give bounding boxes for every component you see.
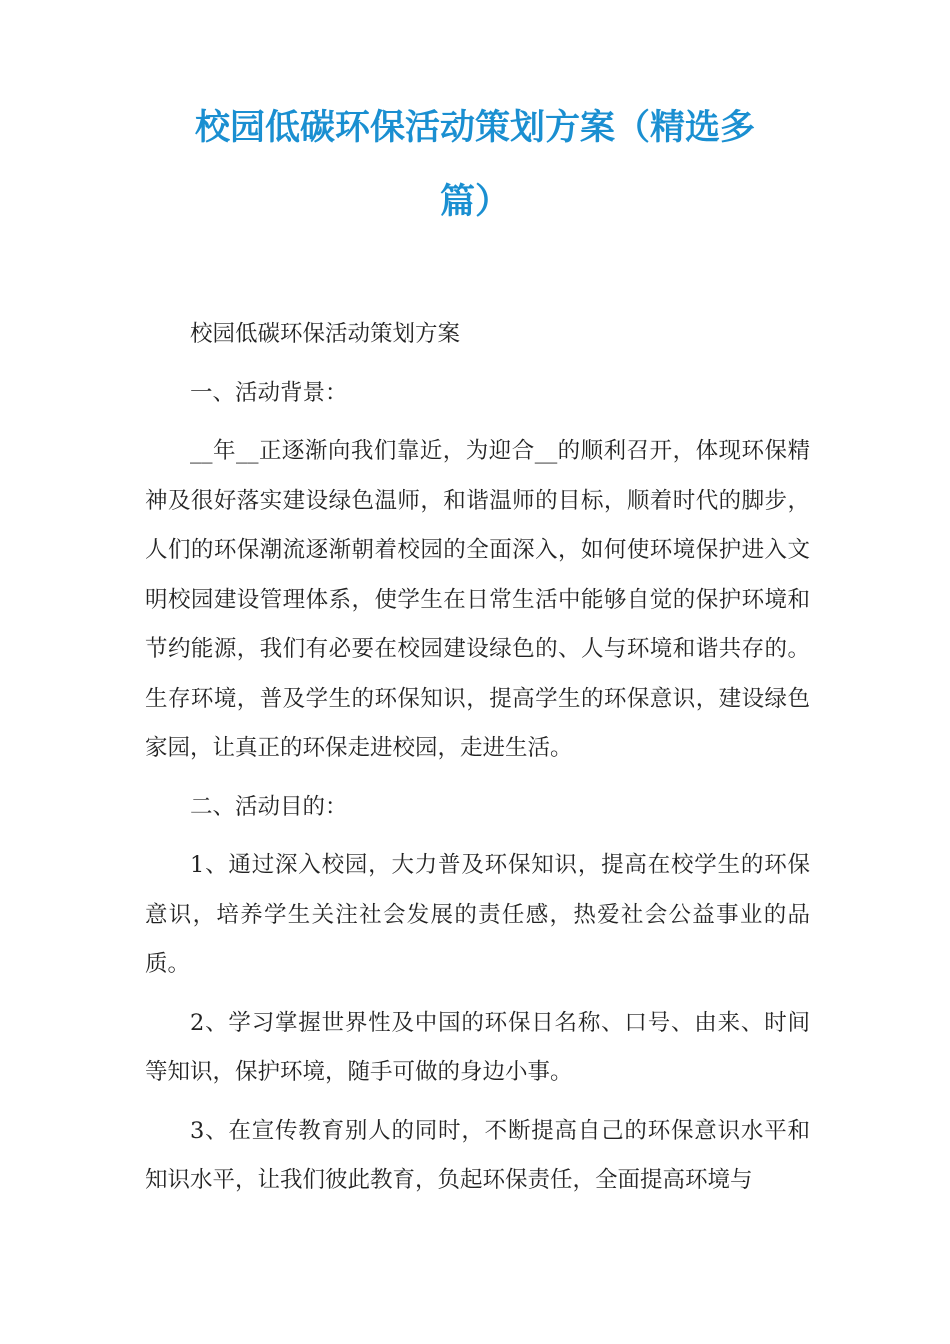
body-paragraph-background: __年__正逐渐向我们靠近，为迎合__的顺利召开，体现环保精神及很好落实建设绿色温师，和谐温师的目标，顺着时代的脚步，人们的环保潮流逐渐朝着校园的全面深入，如何使环境保护进入文明校园建设管理体系，使学生在日常生活中能够自觉的保护环境和节约能源，我们有必要在校园建设绿色的、人与环境和谐共存的。生存环境，普及学生的环保知识，提高学生的环保意识，建设绿色家园，让真正的环保走进校园，走进生活。 [145, 438, 810, 761]
section-heading-purpose: 二、活动目的： [190, 793, 348, 820]
section-heading-background: 一、活动背景： [190, 379, 348, 406]
purpose-item-2: 2、学习掌握世界性及中国的环保日名称、口号、由来、时间等知识，保护环境，随手可做的身边小事。 [145, 1009, 810, 1085]
document-title-line-1: 校园低碳环保活动策划方案（精选多 [194, 108, 755, 148]
body-paragraph-heading: 校园低碳环保活动策划方案 [190, 321, 461, 347]
purpose-item-1: 1、通过深入校园，大力普及环保知识，提高在校学生的环保意识，培养学生关注社会发展的责任感，热爱社会公益事业的品质。 [145, 852, 810, 977]
purpose-item-3: 3、在宣传教育别人的同时，不断提高自己的环保意识水平和知识水平，让我们彼此教育，负起环保责任，全面提高环境与 [145, 1117, 810, 1193]
document-body [145, 310, 810, 1215]
document-title-line-2: 篇） [439, 182, 510, 222]
